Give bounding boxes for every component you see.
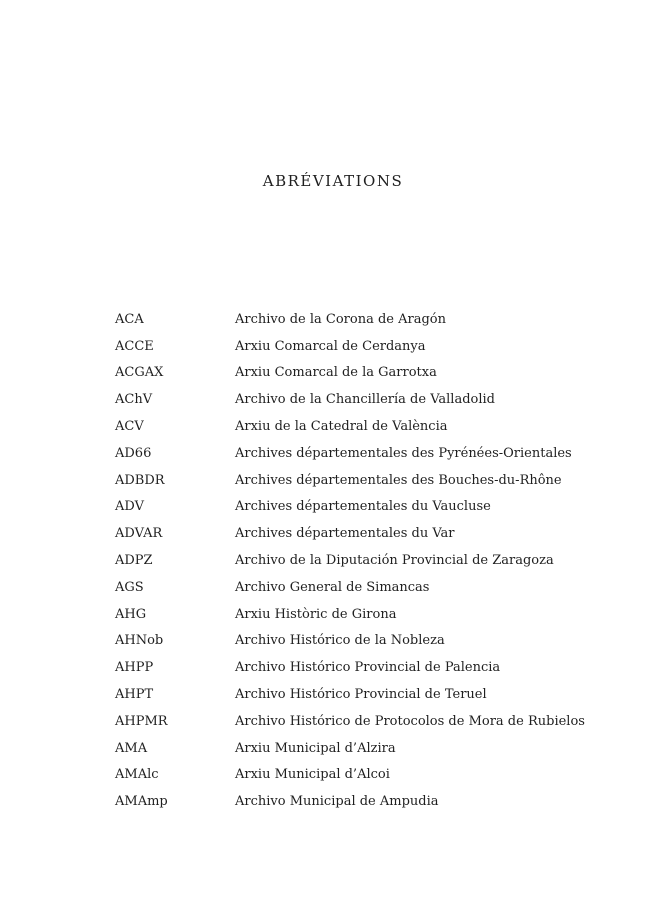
abbreviation-meaning: Arxiu de la Catedral de València (235, 419, 448, 435)
abbreviation-entry (115, 628, 585, 655)
abbreviation-code: AHPT (115, 687, 154, 703)
abbreviation-meaning: Archivo de la Corona de Aragón (235, 311, 446, 327)
abbreviation-code: AD66 (115, 445, 152, 461)
abbreviation-meaning: Arxiu Municipal d’Alzira (235, 740, 396, 756)
abbreviation-meaning: Archivo Histórico de Protocolos de Mora de Rubielos (235, 713, 585, 729)
abbreviation-code: ADPZ (115, 553, 153, 569)
abbreviation-code: ADVAR (115, 526, 163, 542)
abbreviation-entry (115, 360, 585, 387)
abbreviation-entry (115, 333, 585, 360)
abbreviation-code: AMA (115, 740, 148, 756)
abbreviation-list (115, 306, 585, 815)
abbreviation-meaning: Arxiu Comarcal de Cerdanya (235, 338, 426, 354)
abbreviation-code: ADBDR (115, 472, 165, 488)
abbreviation-entry (115, 306, 585, 333)
abbreviation-code: AMAlc (115, 767, 159, 783)
abbreviation-code: ACV (115, 419, 144, 435)
abbreviation-meaning: Archivo de la Diputación Provincial de Zaragoza (235, 553, 554, 569)
abbreviation-meaning: Archives départementales du Vaucluse (235, 499, 491, 515)
abbreviation-entry (115, 708, 585, 735)
abbreviation-entry (115, 762, 585, 789)
abbreviation-code: AHPMR (115, 713, 168, 729)
abbreviation-meaning: Arxiu Comarcal de la Garrotxa (235, 365, 437, 381)
abbreviation-meaning: Archivo Histórico Provincial de Palencia (235, 660, 501, 676)
abbreviation-meaning: Archives départementales des Pyrénées-Orientales (235, 445, 572, 461)
abbreviation-entry (115, 440, 585, 467)
abbreviation-entry (115, 601, 585, 628)
abbreviation-code: ACGAX (115, 365, 164, 381)
abbreviation-meaning: Archivo de la Chancillería de Valladolid (235, 392, 495, 408)
abbreviation-code: ACA (115, 311, 144, 327)
abbreviation-meaning: Archives départementales des Bouches-du-Rhône (235, 472, 562, 488)
abbreviation-code: AGS (115, 579, 144, 595)
abbreviation-entry (115, 788, 585, 815)
abbreviation-code: AHNob (115, 633, 164, 649)
abbreviation-entry (115, 547, 585, 574)
abbreviation-meaning: Archivo General de Simancas (235, 579, 430, 595)
abbreviation-entry (115, 681, 585, 708)
abbreviation-entry (115, 467, 585, 494)
abbreviation-code: AHG (115, 606, 147, 622)
abbreviation-meaning: Archivo Histórico de la Nobleza (235, 633, 445, 649)
abbreviation-meaning: Archivo Histórico Provincial de Teruel (235, 687, 487, 703)
abbreviation-code: AHPP (115, 660, 154, 676)
abbreviation-entry (115, 574, 585, 601)
abbreviation-code: AMAmp (115, 794, 168, 810)
abbreviation-code: ADV (115, 499, 144, 515)
abbreviation-entry (115, 386, 585, 413)
abbreviation-code: ACCE (115, 338, 154, 354)
abbreviation-code: AChV (115, 392, 153, 408)
abbreviation-entry (115, 494, 585, 521)
abbreviation-meaning: Archives départementales du Var (235, 526, 455, 542)
page-title: ABRÉVIATIONS (262, 172, 404, 191)
abbreviation-entry (115, 735, 585, 762)
abbreviation-meaning: Arxiu Municipal d’Alcoi (235, 767, 390, 783)
abbreviation-entry (115, 413, 585, 440)
abbreviation-entry (115, 654, 585, 681)
abbreviation-entry (115, 520, 585, 547)
abbreviation-meaning: Archivo Municipal de Ampudia (235, 794, 439, 810)
abbreviation-meaning: Arxiu Històric de Girona (235, 606, 397, 622)
